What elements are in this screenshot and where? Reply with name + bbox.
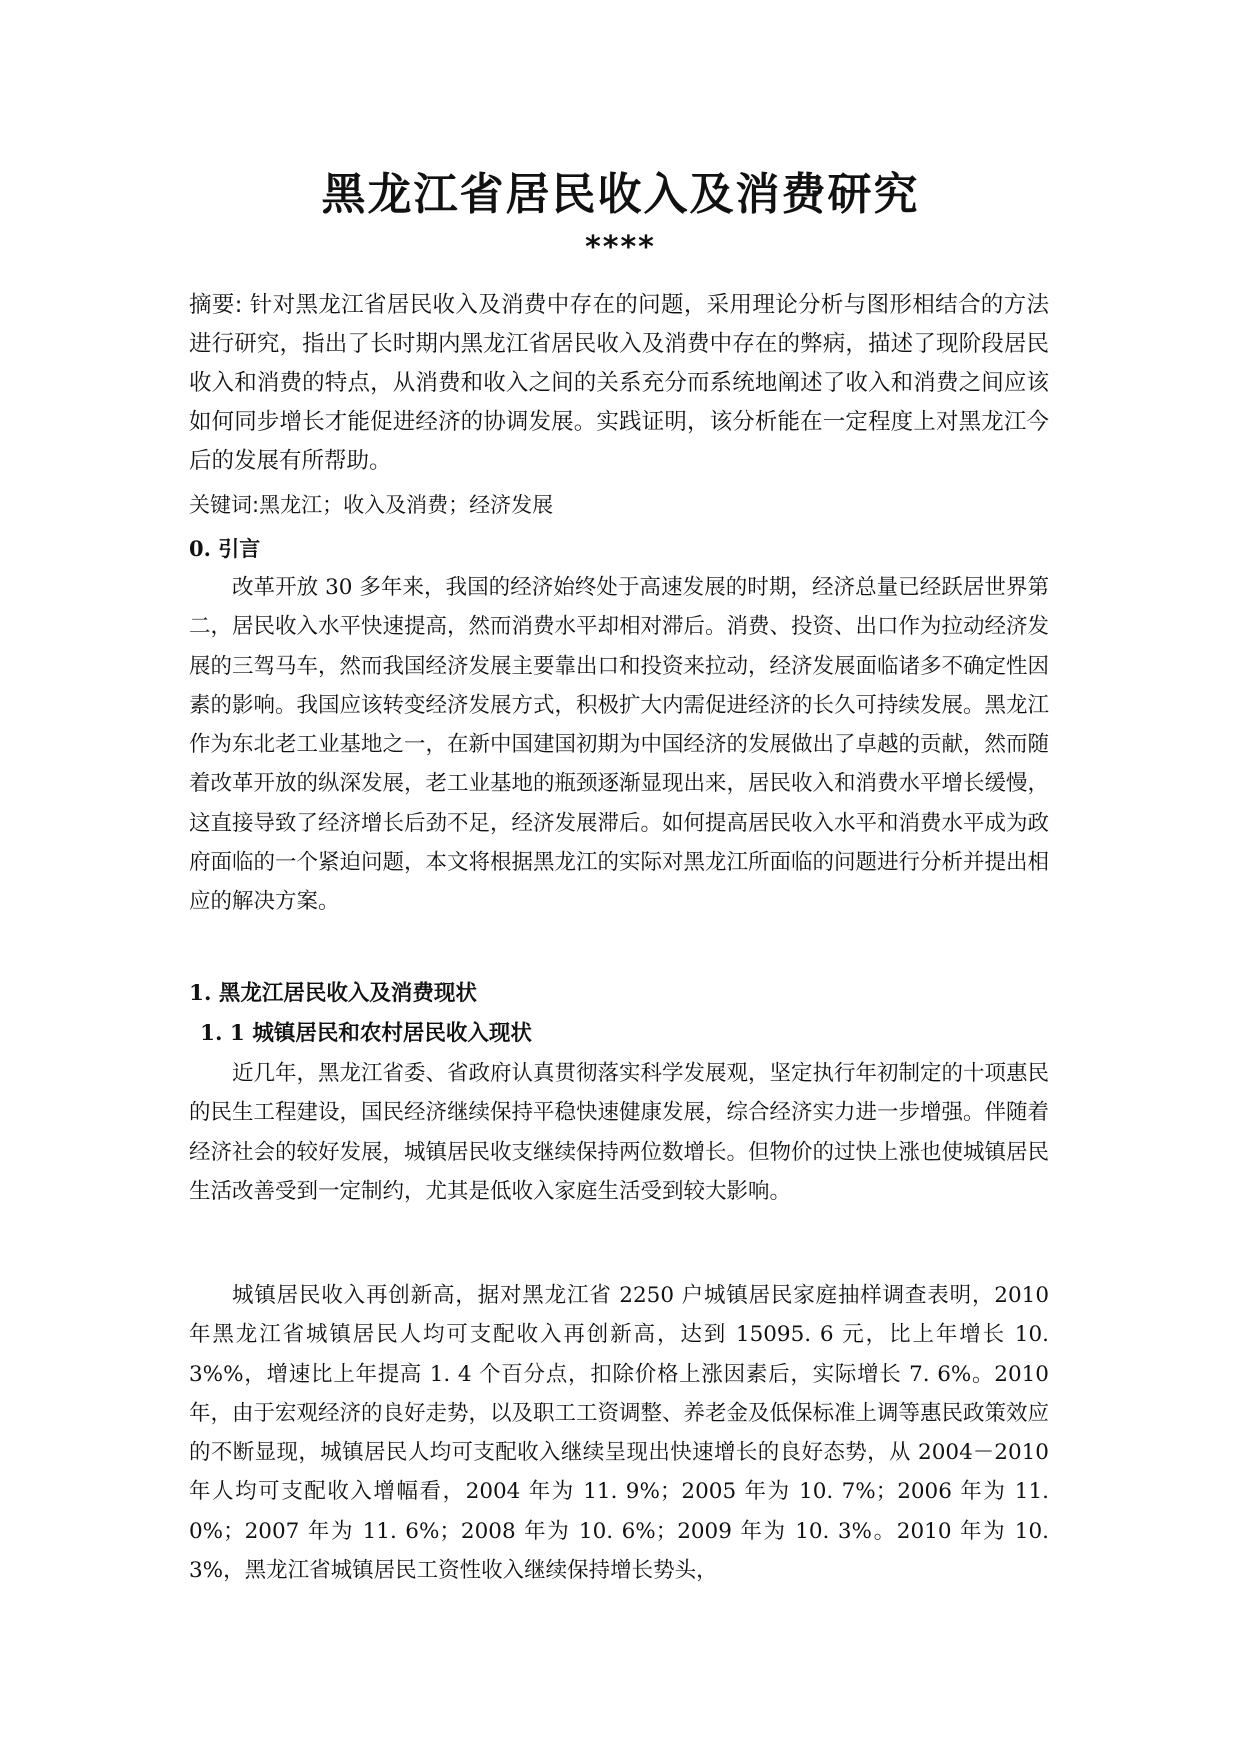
intro-paragraph: 改革开放 30 多年来，我国的经济始终处于高速发展的时期，经济总量已经跃居世界第二，居民收入水平快速提高，然而消费水平却相对滞后。消费、投资、出口作为拉动经济发展的三驾马车，然而我国经济发展主要靠出口和投资来拉动，经济发展面临诸多不确定性因素的影响。我国应该转变经济发展方式，积极扩大内需促进经济的长久可持续发展。黑龙江作为东北老工业基地之一，在新中国建国初期为中国经济的发展做出了卓越的贡献，然而随着改革开放的纵深发展，老工业基地的瓶颈逐渐显现出来，居民收入和消费水平增长缓慢，这直接导致了经济增长后劲不足，经济发展滞后。如何提高居民收入水平和消费水平成为政府面临的一个紧迫问题，本文将根据黑龙江的实际对黑龙江所面临的问题进行分析并提出相应的解决方案。: [189, 575, 1050, 915]
abstract-label: 摘要:: [189, 292, 243, 318]
body-paragraph: 城镇居民收入再创新高，据对黑龙江省 2250 户城镇居民家庭抽样调查表明，2010 年黑龙江省城镇居民人均可支配收入再创新高，达到 15095. 6 元，比上年增长 10. 3%%，增速比上年提高 1. 4 个百分点，扣除价格上涨因素后，实际增长 7. 6%。2010 年，由于宏观经济的良好走势，以及职工工资调整、养老金及低保标准上调等惠民政策效应的不断显现，城镇居民人均可支配收入继续呈现出快速增长的良好态势，从 2004－2010 年人均可支配收入增幅看，2004 年为 11. 9%；2005 年为 10. 7%；2006 年为 11. 0%；2007 年为 11. 6%；2008 年为 10. 6%；2009 年为 10. 3%。2010 年为 10. 3%，黑龙江省城镇居民工资性收入继续保持增长势头，: [189, 1283, 1050, 1584]
author-line: ****: [585, 230, 656, 265]
keywords-label: 关键词:: [189, 493, 260, 517]
keywords-text: 黑龙江；收入及消费；经济发展: [259, 493, 554, 517]
abstract: [189, 286, 1049, 481]
document-title: 黑龙江省居民收入及消费研究: [321, 169, 920, 220]
abstract-text: 针对黑龙江省居民收入及消费中存在的问题，采用理论分析与图形相结合的方法进行研究，指出了长时期内黑龙江省居民收入及消费中存在的弊病，描述了现阶段居民收入和消费的特点，从消费和收入之间的关系充分而系统地阐述了收入和消费之间应该如何同步增长才能促进经济的协调发展。实践证明，该分析能在一定程度上对黑龙江今后的发展有所帮助。: [189, 292, 1049, 474]
intro-heading: 0. 引言: [189, 536, 261, 561]
body-paragraph: 近几年，黑龙江省委、省政府认真贯彻落实科学发展观，坚定执行年初制定的十项惠民的民生工程建设，国民经济继续保持平稳快速健康发展，综合经济实力进一步增强。伴随着经济社会的较好发展，城镇居民收支继续保持两位数增长。但物价的过快上涨也使城镇居民生活改善受到一定制约，尤其是低收入家庭生活受到较大影响。: [189, 1061, 1050, 1204]
section-heading: 1. 黑龙江居民收入及消费现状: [189, 981, 477, 1006]
keywords: [189, 488, 1049, 522]
subsection-heading: 1. 1 城镇居民和农村居民收入现状: [200, 1021, 532, 1046]
